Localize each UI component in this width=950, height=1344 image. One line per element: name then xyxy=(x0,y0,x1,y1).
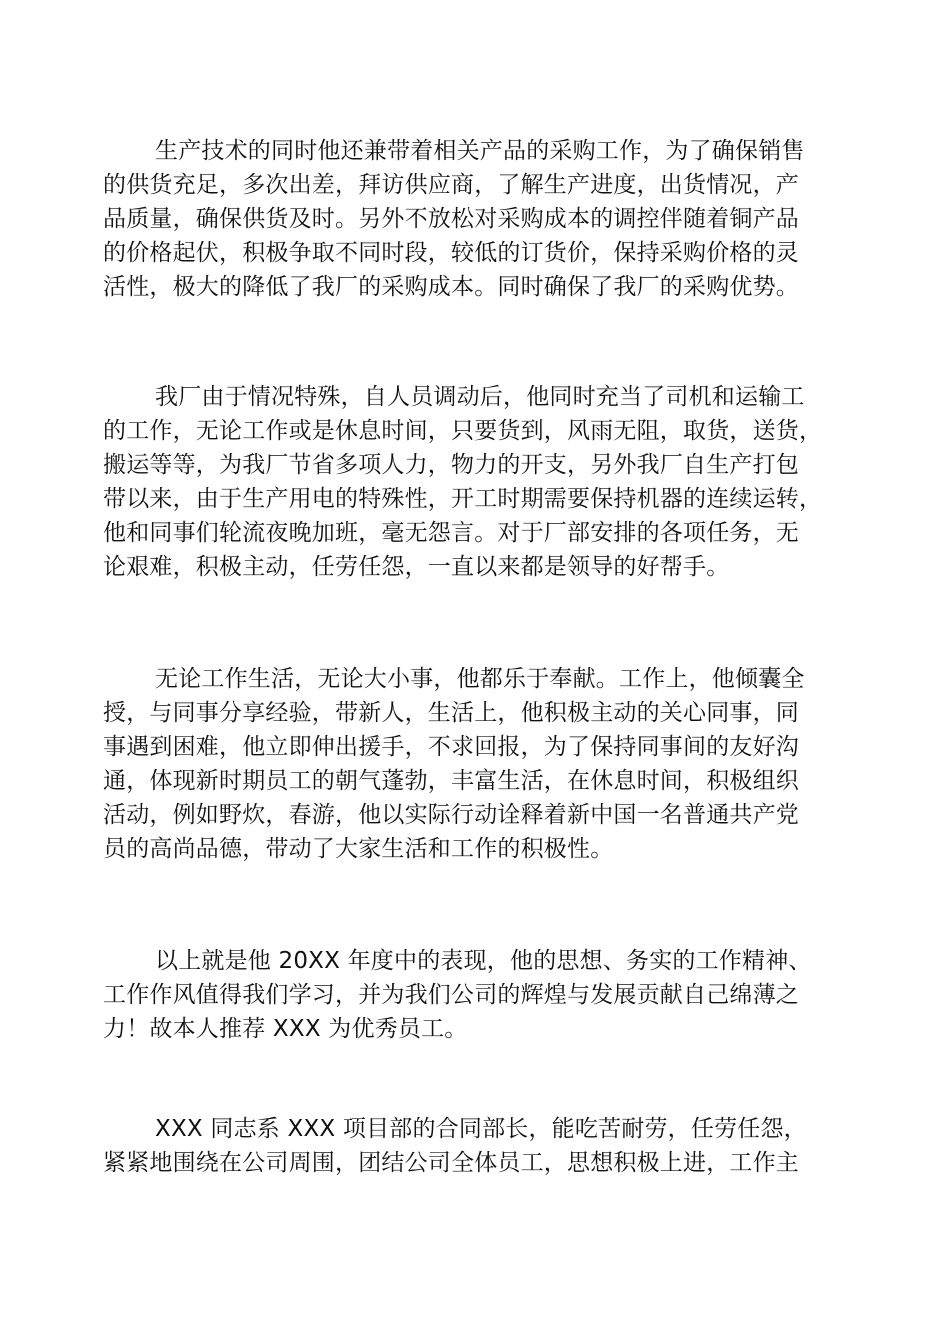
paragraph-line: 力！故本人推荐 XXX 为优秀员工。 xyxy=(103,1016,468,1042)
paragraph-line: 的工作，无论工作或是休息时间，只要货到，风雨无阻，取货，送货， xyxy=(103,418,823,444)
paragraph-line: 通，体现新时期员工的朝气蓬勃，丰富生活，在休息时间，积极组织 xyxy=(103,768,799,794)
paragraph-line: 论艰难，积极主动，任劳任怨，一直以来都是领导的好帮手。 xyxy=(103,554,730,580)
paragraph-driver-transport xyxy=(103,380,863,584)
paragraph-line: 员的高尚品德，带动了大家生活和工作的积极性。 xyxy=(103,836,614,862)
paragraph-line: 的价格起伏，积极争取不同时段，较低的订货价，保持采购价格的灵 xyxy=(103,240,799,266)
paragraph-line: 的供货充足，多次出差，拜访供应商，了解生产进度，出货情况，产 xyxy=(103,172,799,198)
paragraph-line: 搬运等等，为我厂节省多项人力，物力的开支，另外我厂自生产打包 xyxy=(103,452,799,478)
paragraph-line: XXX 同志系 XXX 项目部的合同部长，能吃苦耐劳，任劳任怨， xyxy=(155,1116,807,1142)
paragraph-line: 活动，例如野炊，春游，他以实际行动诠释着新中国一名普通共产党 xyxy=(103,802,799,828)
paragraph-line: 我厂由于情况特殊，自人员调动后，他同时充当了司机和运输工 xyxy=(155,384,805,410)
paragraph-line: 活性，极大的降低了我厂的采购成本。同时确保了我厂的采购优势。 xyxy=(103,274,799,300)
paragraph-line: 以上就是他 20XX 年度中的表现，他的思想、务实的工作精神、 xyxy=(155,948,812,974)
paragraph-procurement xyxy=(103,134,863,304)
paragraph-dedication xyxy=(103,662,863,866)
paragraph-line: 工作作风值得我们学习，并为我们公司的辉煌与发展贡献自己绵薄之 xyxy=(103,982,799,1008)
paragraph-line: 生产技术的同时他还兼带着相关产品的采购工作，为了确保销售 xyxy=(155,138,805,164)
paragraph-line: 无论工作生活，无论大小事，他都乐于奉献。工作上，他倾囊全 xyxy=(155,666,805,692)
paragraph-line: 品质量，确保供货及时。另外不放松对采购成本的调控伴随着铜产品 xyxy=(103,206,799,232)
paragraph-line: 授，与同事分享经验，带新人，生活上，他积极主动的关心同事，同 xyxy=(103,700,799,726)
paragraph-line: 事遇到困难，他立即伸出援手，不求回报，为了保持同事间的友好沟 xyxy=(103,734,799,760)
paragraph-line: 紧紧地围绕在公司周围，团结公司全体员工，思想积极上进，工作主 xyxy=(103,1150,799,1176)
paragraph-contract-manager xyxy=(103,1112,863,1180)
paragraph-line: 他和同事们轮流夜晚加班，毫无怨言。对于厂部安排的各项任务，无 xyxy=(103,520,799,546)
paragraph-line: 带以来，由于生产用电的特殊性，开工时期需要保持机器的连续运转， xyxy=(103,486,823,512)
paragraph-recommendation xyxy=(103,944,863,1046)
